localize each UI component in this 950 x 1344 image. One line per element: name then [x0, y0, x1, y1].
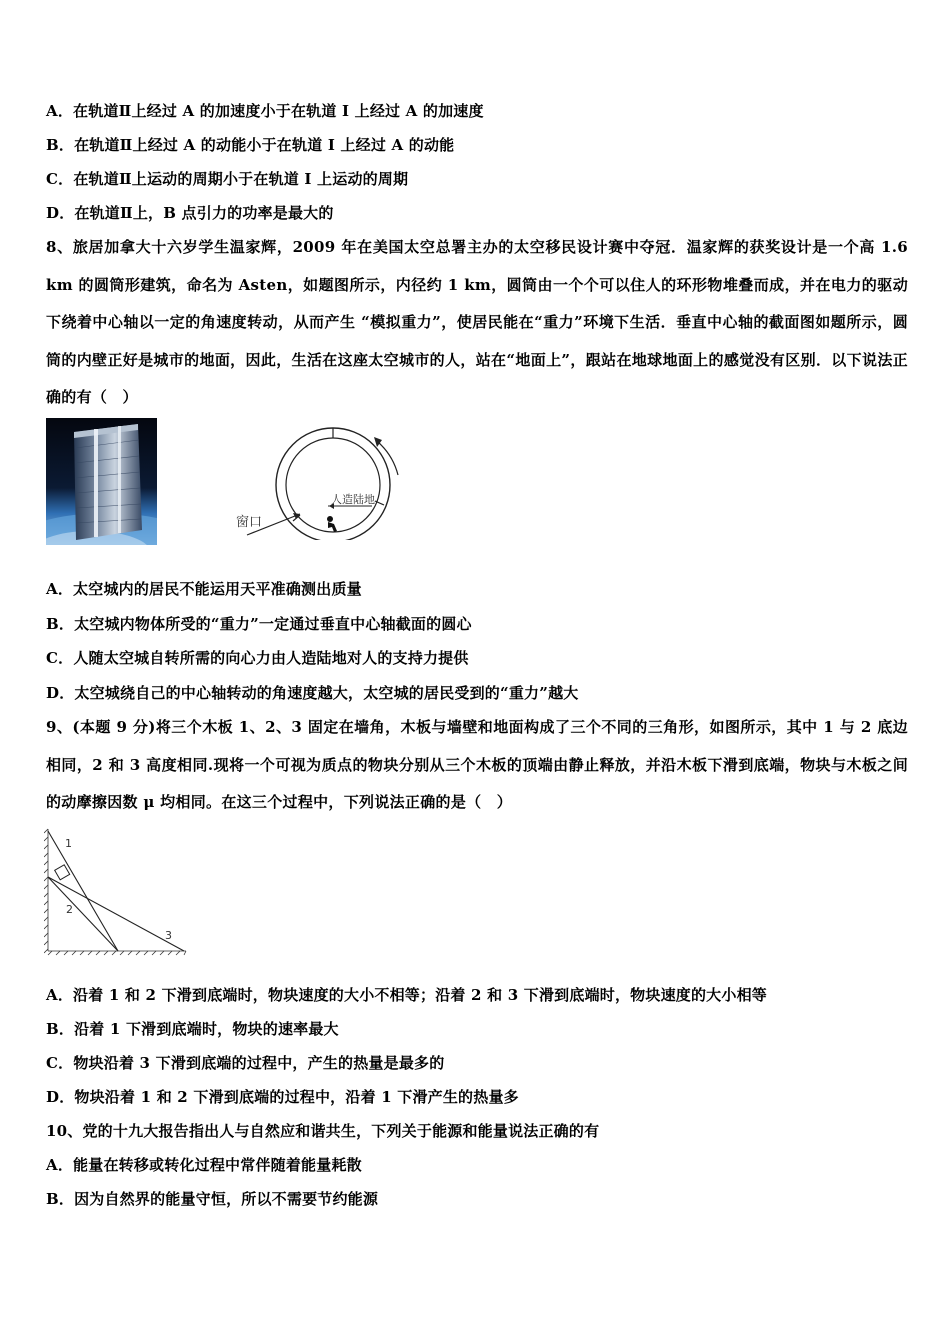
q9-option-a: A．沿着 1 和 2 下滑到底端时，物块速度的大小不相等；沿着 2 和 3 下滑到底端时，物块速度的大小相等 [46, 986, 767, 1004]
q8-option-d: D．太空城绕自己的中心轴转动的角速度越大，太空城的居民受到的“重力”越大 [46, 684, 579, 702]
q10-option-a: A．能量在转移或转化过程中常伴随着能量耗散 [46, 1156, 362, 1174]
q8-stem: 8、旅居加拿大十六岁学生温家辉，2009 年在美国太空总署主办的太空移民设计赛中夺冠．温家辉的获奖设计是一个高 1.6 km 的圆筒形建筑，命名为 Asten，如题图所示，内径约 1 km，圆筒由一个个可以住人的环形物堆叠而成，并在电力的驱动下绕着中心轴以一定的角速度转动，从而产生 “模拟重力”，使居民能在“重力”环境下生活．垂直中心轴的截面图如题所示，圆筒的内壁正好是城市的地面，因此，生活在这座太空城市的人，站在“地面上”，跟站在地球地面上的感觉没有区别．以下说法正确的有（ ） [46, 238, 908, 406]
board-label-2: 2 [66, 903, 73, 916]
window-label: 窗口 [236, 515, 263, 530]
q10-stem: 10、党的十九大报告指出人与自然应和谐共生，下列关于能源和能量说法正确的有 [46, 1122, 600, 1140]
q7-option-c: C．在轨道Ⅱ上运动的周期小于在轨道 I 上运动的周期 [46, 170, 409, 188]
q9-option-b: B．沿着 1 下滑到底端时，物块的速率最大 [46, 1020, 339, 1038]
q9-option-c: C．物块沿着 3 下滑到底端的过程中，产生的热量是最多的 [46, 1054, 445, 1072]
q9-stem: 9、(本题 9 分)将三个木板 1、2、3 固定在墙角，木板与墙壁和地面构成了三个不同的三角形，如图所示，其中 1 与 2 底边相同，2 和 3 高度相同.现将一个可视为质点的物块分别从三个木板的顶端由静止释放，并沿木板下滑到底端，物块与木板之间的动摩擦因数 μ 均相同。在这三个过程中，下列说法正确的是（ ） [46, 718, 908, 811]
artificial-ground-label: 人造陆地 [331, 493, 375, 506]
q8-option-c: C．人随太空城自转所需的向心力由人造陆地对人的支持力提供 [46, 649, 469, 667]
q9-option-d: D．物块沿着 1 和 2 下滑到底端的过程中，沿着 1 下滑产生的热量多 [46, 1088, 519, 1106]
q8-option-a: A．太空城内的居民不能运用天平准确测出质量 [46, 580, 362, 598]
cross-section-diagram [230, 420, 410, 540]
wooden-boards-diagram [44, 823, 190, 958]
space-city-photo [46, 418, 157, 545]
q8-option-b: B．太空城内物体所受的“重力”一定通过垂直中心轴截面的圆心 [46, 615, 472, 633]
q7-option-a: A．在轨道Ⅱ上经过 A 的加速度小于在轨道 I 上经过 A 的加速度 [46, 102, 484, 120]
board-label-1: 1 [65, 837, 72, 850]
q10-option-b: B．因为自然界的能量守恒，所以不需要节约能源 [46, 1190, 379, 1208]
board-label-3: 3 [165, 929, 172, 942]
q7-option-b: B．在轨道Ⅱ上经过 A 的动能小于在轨道 I 上经过 A 的动能 [46, 136, 455, 154]
q7-option-d: D．在轨道Ⅱ上，B 点引力的功率是最大的 [46, 204, 334, 222]
